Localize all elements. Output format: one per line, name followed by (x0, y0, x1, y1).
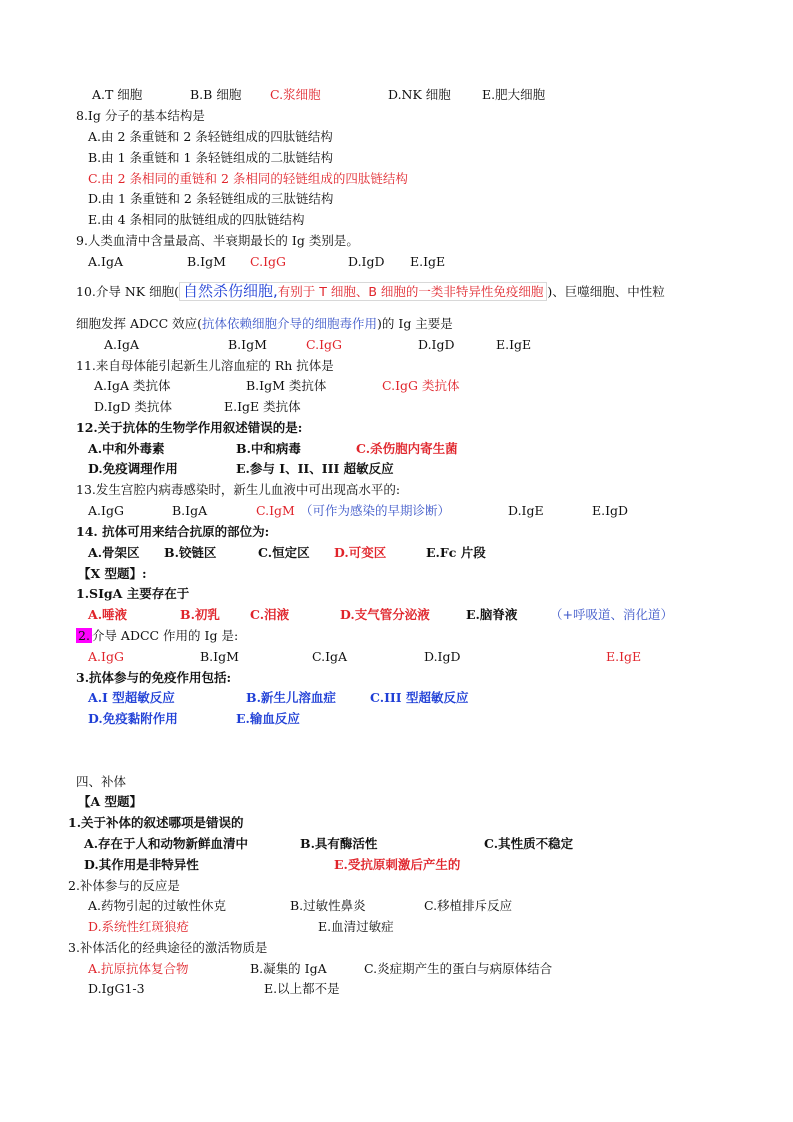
q10-red-note: 有别于 T 细胞、B 细胞的一类非特异性免疫细胞 (277, 284, 544, 299)
a-type-header: 【A 型题】 (78, 794, 143, 809)
q10-big-note: 自然杀伤细胞, (182, 282, 278, 300)
x3-stem: 3.抗体参与的免疫作用包括: (76, 670, 232, 685)
x1-stem: 1.SIgA 主要存在于 (76, 586, 190, 601)
q12-option-b: B.中和病毒 (236, 441, 301, 456)
x1-option-d: D.支气管分泌液 (340, 607, 430, 622)
q13-option-e: E.IgD (592, 503, 629, 518)
q10-line-1 (76, 283, 665, 300)
q10-text-3: 细胞发挥 ADCC 效应( (76, 316, 203, 331)
c1-stem: 1.关于补体的叙述哪项是错误的 (68, 815, 244, 830)
q10-line-2 (76, 316, 453, 332)
x2-option-e: E.IgE (606, 649, 642, 664)
q11-option-a: A.IgA 类抗体 (94, 378, 171, 393)
c2-stem: 2.补体参与的反应是 (68, 878, 180, 893)
q9-option-e: E.IgE (410, 254, 446, 269)
q12-option-d: D.免疫调理作用 (88, 461, 178, 476)
q11-stem: 11.来自母体能引起新生儿溶血症的 Rh 抗体是 (76, 358, 334, 373)
q14-option-e: E.Fc 片段 (426, 545, 486, 560)
q9-option-b: B.IgM (187, 254, 226, 269)
section-4-title: 四、补体 (76, 774, 127, 789)
x2-option-d: D.IgD (424, 649, 461, 664)
q14-option-c: C.恒定区 (258, 545, 310, 560)
q14-stem: 14. 抗体可用来结合抗原的部位为: (76, 524, 270, 539)
x1-option-b: B.初乳 (180, 607, 220, 622)
q11-option-b: B.IgM 类抗体 (246, 378, 327, 393)
q11-option-c: C.IgG 类抗体 (382, 378, 460, 393)
q8-stem: 8.Ig 分子的基本结构是 (76, 108, 205, 123)
c2-option-c: C.移植排斥反应 (424, 898, 513, 913)
c1-option-c: C.其性质不稳定 (484, 836, 574, 851)
q14-option-b: B.铰链区 (164, 545, 217, 560)
q10-text-4: )的 Ig 主要是 (377, 316, 453, 331)
q9-option-c: C.IgG (250, 254, 287, 269)
q8-option-c: C.由 2 条相同的重链和 2 条相同的轻链组成的四肽链结构 (88, 171, 408, 186)
c2-option-d: D.系统性红斑狼疮 (88, 919, 190, 934)
q11-option-d: D.IgD 类抗体 (94, 399, 172, 414)
q13-option-b: B.IgA (172, 503, 208, 518)
q8-option-d: D.由 1 条重链和 2 条轻链组成的三肽链结构 (88, 191, 334, 206)
x2-option-c: C.IgA (312, 649, 348, 664)
x2-option-a: A.IgG (88, 649, 124, 664)
c1-option-a: A.存在于人和动物新鲜血清中 (84, 836, 249, 851)
q9-stem: 9.人类血清中含量最高、半衰期最长的 Ig 类别是。 (76, 233, 359, 248)
c1-option-e: E.受抗原刺激后产生的 (334, 857, 461, 872)
q7-option-d: D.NK 细胞 (388, 87, 451, 102)
x3-option-e: E.输血反应 (236, 711, 300, 726)
q12-option-a: A.中和外毒素 (88, 441, 165, 456)
q10-option-b: B.IgM (228, 337, 267, 352)
c1-option-b: B.具有酶活性 (300, 836, 378, 851)
q13-option-c: C.IgM (256, 503, 295, 518)
x1-note: （+呼吸道、消化道） (550, 607, 673, 622)
q10-text-2: )、巨噬细胞、中性粒 (547, 284, 665, 299)
q10-blue-note: 抗体依赖细胞介导的细胞毒作用 (202, 316, 378, 331)
c3-option-a: A.抗原抗体复合物 (88, 961, 189, 976)
c3-option-c: C.炎症期产生的蛋白与病原体结合 (364, 961, 553, 976)
x1-option-c: C.泪液 (250, 607, 290, 622)
q10-option-a: A.IgA (104, 337, 139, 352)
x3-option-a: A.I 型超敏反应 (88, 690, 175, 705)
c3-option-b: B.凝集的 IgA (250, 961, 327, 976)
x3-option-c: C.III 型超敏反应 (370, 690, 469, 705)
q8-option-e: E.由 4 条相同的肽链组成的四肽链结构 (88, 212, 305, 227)
q13-option-a: A.IgG (88, 503, 124, 518)
x-type-header: 【X 型题】: (78, 566, 147, 581)
x2-stem: 介导 ADCC 作用的 Ig 是: (91, 628, 239, 643)
q8-option-b: B.由 1 条重链和 1 条轻链组成的二肽链结构 (88, 150, 333, 165)
c2-option-a: A.药物引起的过敏性休克 (88, 898, 227, 913)
q10-option-c: C.IgG (306, 337, 343, 352)
q10-option-e: E.IgE (496, 337, 532, 352)
q12-option-e: E.参与 I、II、III 超敏反应 (236, 461, 394, 476)
c3-stem: 3.补体活化的经典途径的激活物质是 (68, 940, 268, 955)
x3-option-b: B.新生儿溶血症 (246, 690, 336, 705)
q9-option-d: D.IgD (348, 254, 385, 269)
c2-option-e: E.血清过敏症 (318, 919, 394, 934)
q10-note-box (179, 282, 547, 301)
q8-option-a: A.由 2 条重链和 2 条轻链组成的四肽链结构 (88, 129, 333, 144)
q7-option-a: A.T 细胞 (92, 87, 143, 102)
q7-option-c: C.浆细胞 (270, 87, 321, 102)
q7-option-e: E.肥大细胞 (482, 87, 546, 102)
q10-text-1: 10.介导 NK 细胞( (76, 284, 179, 299)
q9-option-a: A.IgA (88, 254, 123, 269)
c3-option-d: D.IgG1-3 (88, 981, 145, 996)
q13-option-d: D.IgE (508, 503, 544, 518)
x2-number-highlight: 2. (78, 628, 90, 643)
q14-option-a: A.骨架区 (88, 545, 140, 560)
q10-option-d: D.IgD (418, 337, 455, 352)
x2-option-b: B.IgM (200, 649, 239, 664)
c3-option-e: E.以上都不是 (264, 981, 340, 996)
c1-option-d: D.其作用是非特异性 (84, 857, 199, 872)
c2-option-b: B.过敏性鼻炎 (290, 898, 366, 913)
q11-option-e: E.IgE 类抗体 (224, 399, 301, 414)
x3-option-d: D.免疫黏附作用 (88, 711, 178, 726)
x1-option-e: E.脑脊液 (466, 607, 518, 622)
q12-stem: 12.关于抗体的生物学作用叙述错误的是: (76, 420, 303, 435)
q13-stem: 13.发生宫腔内病毒感染时，新生儿血液中可出现高水平的: (76, 482, 401, 497)
q13-note: （可作为感染的早期诊断） (300, 503, 451, 518)
q7-option-b: B.B 细胞 (190, 87, 242, 102)
x2-stem-line (76, 628, 238, 644)
q12-option-c: C.杀伤胞内寄生菌 (356, 441, 458, 456)
q14-option-d: D.可变区 (334, 545, 387, 560)
x1-option-a: A.唾液 (88, 607, 128, 622)
